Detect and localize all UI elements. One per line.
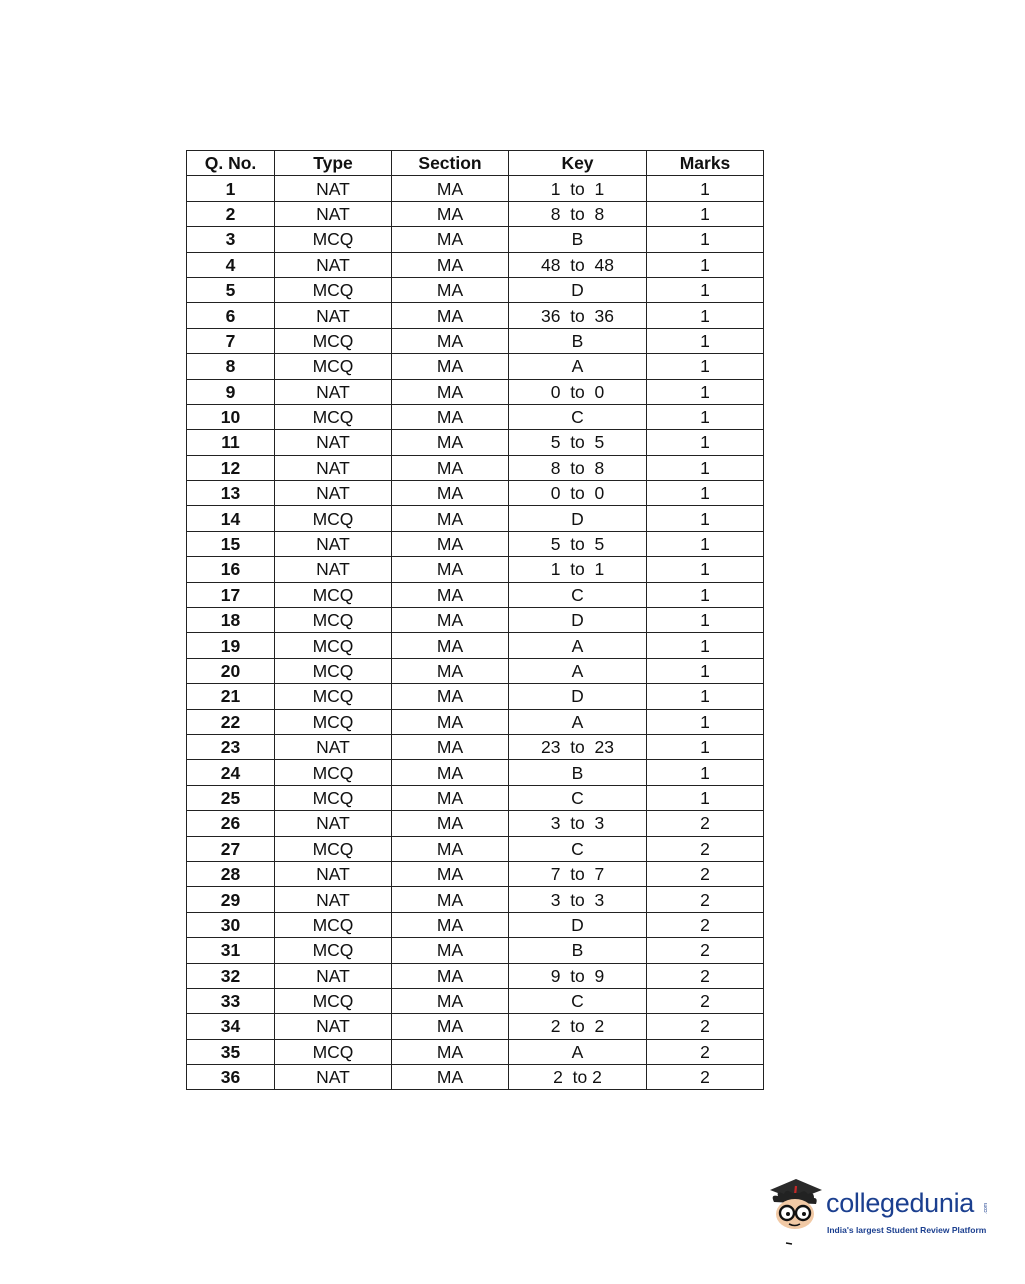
table-row [187, 404, 764, 429]
cell-key: 8 to 8 [509, 455, 647, 480]
table-row [187, 582, 764, 607]
cell-qno: 20 [187, 658, 275, 683]
cell-section: MA [392, 430, 509, 455]
cell-qno: 25 [187, 785, 275, 810]
cell-key: 0 to 0 [509, 379, 647, 404]
cell-type: NAT [275, 734, 392, 759]
cell-type: NAT [275, 1014, 392, 1039]
cell-marks: 1 [647, 582, 764, 607]
cell-qno: 13 [187, 481, 275, 506]
table-row [187, 684, 764, 709]
cell-key: D [509, 684, 647, 709]
cell-marks: 1 [647, 531, 764, 556]
cell-qno: 36 [187, 1065, 275, 1090]
cell-type: NAT [275, 887, 392, 912]
cell-key: D [509, 277, 647, 302]
cell-qno: 21 [187, 684, 275, 709]
cell-qno: 35 [187, 1039, 275, 1064]
table-row [187, 430, 764, 455]
cell-section: MA [392, 277, 509, 302]
cell-type: MCQ [275, 404, 392, 429]
cell-type: MCQ [275, 633, 392, 658]
table-row [187, 252, 764, 277]
cell-qno: 32 [187, 963, 275, 988]
cell-marks: 1 [647, 455, 764, 480]
cell-qno: 11 [187, 430, 275, 455]
cell-type: MCQ [275, 785, 392, 810]
cell-marks: 1 [647, 430, 764, 455]
cell-marks: 1 [647, 785, 764, 810]
cell-qno: 30 [187, 912, 275, 937]
cell-type: MCQ [275, 988, 392, 1013]
cell-section: MA [392, 938, 509, 963]
cell-marks: 2 [647, 887, 764, 912]
cell-qno: 3 [187, 227, 275, 252]
table-row [187, 1014, 764, 1039]
table-row [187, 709, 764, 734]
cell-section: MA [392, 354, 509, 379]
cell-section: MA [392, 633, 509, 658]
table-row [187, 354, 764, 379]
cell-section: MA [392, 658, 509, 683]
cell-qno: 26 [187, 811, 275, 836]
cell-key: C [509, 582, 647, 607]
cell-key: 9 to 9 [509, 963, 647, 988]
cell-type: MCQ [275, 582, 392, 607]
table-row [187, 912, 764, 937]
cell-key: D [509, 506, 647, 531]
cell-qno: 19 [187, 633, 275, 658]
cell-section: MA [392, 734, 509, 759]
cell-marks: 1 [647, 481, 764, 506]
cell-qno: 24 [187, 760, 275, 785]
table-row [187, 303, 764, 328]
cell-section: MA [392, 963, 509, 988]
cell-section: MA [392, 481, 509, 506]
cell-key: C [509, 785, 647, 810]
cell-marks: 1 [647, 760, 764, 785]
cell-qno: 15 [187, 531, 275, 556]
cell-qno: 10 [187, 404, 275, 429]
cell-qno: 7 [187, 328, 275, 353]
cell-qno: 12 [187, 455, 275, 480]
cell-key: 2 to 2 [509, 1065, 647, 1090]
cell-marks: 2 [647, 1014, 764, 1039]
cell-qno: 22 [187, 709, 275, 734]
cell-qno: 29 [187, 887, 275, 912]
cell-section: MA [392, 811, 509, 836]
table-row [187, 760, 764, 785]
cell-type: NAT [275, 481, 392, 506]
table-row [187, 506, 764, 531]
cell-section: MA [392, 1039, 509, 1064]
cell-section: MA [392, 252, 509, 277]
cell-type: NAT [275, 861, 392, 886]
cell-type: MCQ [275, 658, 392, 683]
table-row [187, 734, 764, 759]
cell-key: 7 to 7 [509, 861, 647, 886]
cell-section: MA [392, 582, 509, 607]
table-row [187, 1039, 764, 1064]
answer-key-sheet [186, 150, 764, 1090]
table-row [187, 836, 764, 861]
cell-section: MA [392, 760, 509, 785]
cell-qno: 16 [187, 557, 275, 582]
cell-qno: 14 [187, 506, 275, 531]
cell-type: NAT [275, 811, 392, 836]
header-key: Key [509, 151, 647, 176]
cell-marks: 1 [647, 608, 764, 633]
cell-marks: 1 [647, 252, 764, 277]
cell-type: MCQ [275, 608, 392, 633]
cell-type: NAT [275, 963, 392, 988]
cell-qno: 27 [187, 836, 275, 861]
cell-marks: 2 [647, 1039, 764, 1064]
cell-type: MCQ [275, 912, 392, 937]
cell-section: MA [392, 684, 509, 709]
table-row [187, 557, 764, 582]
cell-marks: 1 [647, 633, 764, 658]
cell-type: MCQ [275, 938, 392, 963]
cell-marks: 1 [647, 328, 764, 353]
cell-marks: 2 [647, 963, 764, 988]
cell-section: MA [392, 709, 509, 734]
cell-marks: 2 [647, 861, 764, 886]
cell-key: A [509, 354, 647, 379]
cell-section: MA [392, 608, 509, 633]
cell-qno: 18 [187, 608, 275, 633]
cell-key: 3 to 3 [509, 811, 647, 836]
cell-key: 36 to 36 [509, 303, 647, 328]
cell-section: MA [392, 455, 509, 480]
cell-key: 2 to 2 [509, 1014, 647, 1039]
cell-key: B [509, 227, 647, 252]
cell-type: NAT [275, 1065, 392, 1090]
cell-type: MCQ [275, 709, 392, 734]
table-row [187, 455, 764, 480]
answer-key-table [186, 150, 764, 1090]
cell-marks: 1 [647, 277, 764, 302]
cell-type: MCQ [275, 277, 392, 302]
table-row [187, 811, 764, 836]
table-row [187, 379, 764, 404]
cell-type: MCQ [275, 760, 392, 785]
cell-key: C [509, 404, 647, 429]
cell-section: MA [392, 176, 509, 201]
cell-key: D [509, 608, 647, 633]
table-header-row [187, 151, 764, 176]
cell-key: B [509, 328, 647, 353]
cell-qno: 9 [187, 379, 275, 404]
cell-key: 3 to 3 [509, 887, 647, 912]
cell-qno: 17 [187, 582, 275, 607]
table-row [187, 531, 764, 556]
header-type: Type [275, 151, 392, 176]
cell-type: NAT [275, 531, 392, 556]
cell-marks: 2 [647, 836, 764, 861]
cell-section: MA [392, 785, 509, 810]
cell-marks: 2 [647, 912, 764, 937]
cell-key: A [509, 1039, 647, 1064]
header-marks: Marks [647, 151, 764, 176]
table-row [187, 176, 764, 201]
cell-key: 5 to 5 [509, 531, 647, 556]
cell-qno: 4 [187, 252, 275, 277]
cell-qno: 6 [187, 303, 275, 328]
cell-qno: 33 [187, 988, 275, 1013]
cell-key: 1 to 1 [509, 557, 647, 582]
cell-type: NAT [275, 176, 392, 201]
collegedunia-logo [766, 1176, 996, 1248]
cell-type: NAT [275, 455, 392, 480]
table-row [187, 227, 764, 252]
table-row [187, 785, 764, 810]
cell-qno: 23 [187, 734, 275, 759]
cell-type: MCQ [275, 684, 392, 709]
cell-marks: 1 [647, 557, 764, 582]
cell-qno: 28 [187, 861, 275, 886]
table-row [187, 277, 764, 302]
cell-marks: 1 [647, 303, 764, 328]
cell-type: MCQ [275, 836, 392, 861]
cell-marks: 1 [647, 201, 764, 226]
cell-section: MA [392, 988, 509, 1013]
cell-key: A [509, 658, 647, 683]
cell-marks: 1 [647, 658, 764, 683]
header-section: Section [392, 151, 509, 176]
cell-key: 8 to 8 [509, 201, 647, 226]
cell-section: MA [392, 1065, 509, 1090]
cell-type: NAT [275, 303, 392, 328]
cell-marks: 2 [647, 811, 764, 836]
table-row [187, 963, 764, 988]
table-row [187, 861, 764, 886]
cell-section: MA [392, 404, 509, 429]
cell-section: MA [392, 557, 509, 582]
cell-qno: 31 [187, 938, 275, 963]
cell-type: NAT [275, 557, 392, 582]
cell-marks: 1 [647, 379, 764, 404]
table-row [187, 481, 764, 506]
cell-section: MA [392, 379, 509, 404]
cell-section: MA [392, 531, 509, 556]
table-body [187, 176, 764, 1090]
table-row [187, 633, 764, 658]
cell-marks: 1 [647, 227, 764, 252]
cell-section: MA [392, 1014, 509, 1039]
table-row [187, 938, 764, 963]
cell-key: C [509, 836, 647, 861]
cell-key: 5 to 5 [509, 430, 647, 455]
table-row [187, 988, 764, 1013]
cell-key: 0 to 0 [509, 481, 647, 506]
cell-type: NAT [275, 252, 392, 277]
cell-section: MA [392, 227, 509, 252]
cell-key: 1 to 1 [509, 176, 647, 201]
cell-qno: 34 [187, 1014, 275, 1039]
brand-name: collegedunia [826, 1188, 975, 1218]
cell-section: MA [392, 303, 509, 328]
cell-marks: 1 [647, 404, 764, 429]
cell-marks: 2 [647, 988, 764, 1013]
cell-qno: 1 [187, 176, 275, 201]
cell-key: B [509, 938, 647, 963]
cell-marks: 1 [647, 684, 764, 709]
cell-marks: 1 [647, 354, 764, 379]
header-qno: Q. No. [187, 151, 275, 176]
cell-qno: 2 [187, 201, 275, 226]
table-row [187, 658, 764, 683]
table-row [187, 608, 764, 633]
cell-type: NAT [275, 201, 392, 226]
cell-type: NAT [275, 379, 392, 404]
cell-type: MCQ [275, 354, 392, 379]
cell-marks: 2 [647, 938, 764, 963]
table-row [187, 887, 764, 912]
cell-key: 48 to 48 [509, 252, 647, 277]
table-row [187, 201, 764, 226]
brand-tagline: India's largest Student Review Platform [827, 1225, 987, 1235]
cell-marks: 1 [647, 176, 764, 201]
cell-marks: 2 [647, 1065, 764, 1090]
cell-key: A [509, 633, 647, 658]
cell-section: MA [392, 861, 509, 886]
cell-type: MCQ [275, 1039, 392, 1064]
cell-qno: 5 [187, 277, 275, 302]
cell-section: MA [392, 836, 509, 861]
cell-key: A [509, 709, 647, 734]
cell-section: MA [392, 201, 509, 226]
table-row [187, 328, 764, 353]
cell-marks: 1 [647, 709, 764, 734]
cell-section: MA [392, 328, 509, 353]
table-row [187, 1065, 764, 1090]
cell-section: MA [392, 912, 509, 937]
cell-key: B [509, 760, 647, 785]
cell-key: 23 to 23 [509, 734, 647, 759]
cell-type: MCQ [275, 328, 392, 353]
student-mascot-icon [766, 1176, 826, 1248]
cell-section: MA [392, 887, 509, 912]
brand-domain-suffix: .com [983, 1203, 989, 1214]
cell-type: NAT [275, 430, 392, 455]
cell-key: C [509, 988, 647, 1013]
cell-marks: 1 [647, 506, 764, 531]
cell-type: MCQ [275, 227, 392, 252]
cell-qno: 8 [187, 354, 275, 379]
cell-section: MA [392, 506, 509, 531]
cell-marks: 1 [647, 734, 764, 759]
cell-type: MCQ [275, 506, 392, 531]
cell-key: D [509, 912, 647, 937]
